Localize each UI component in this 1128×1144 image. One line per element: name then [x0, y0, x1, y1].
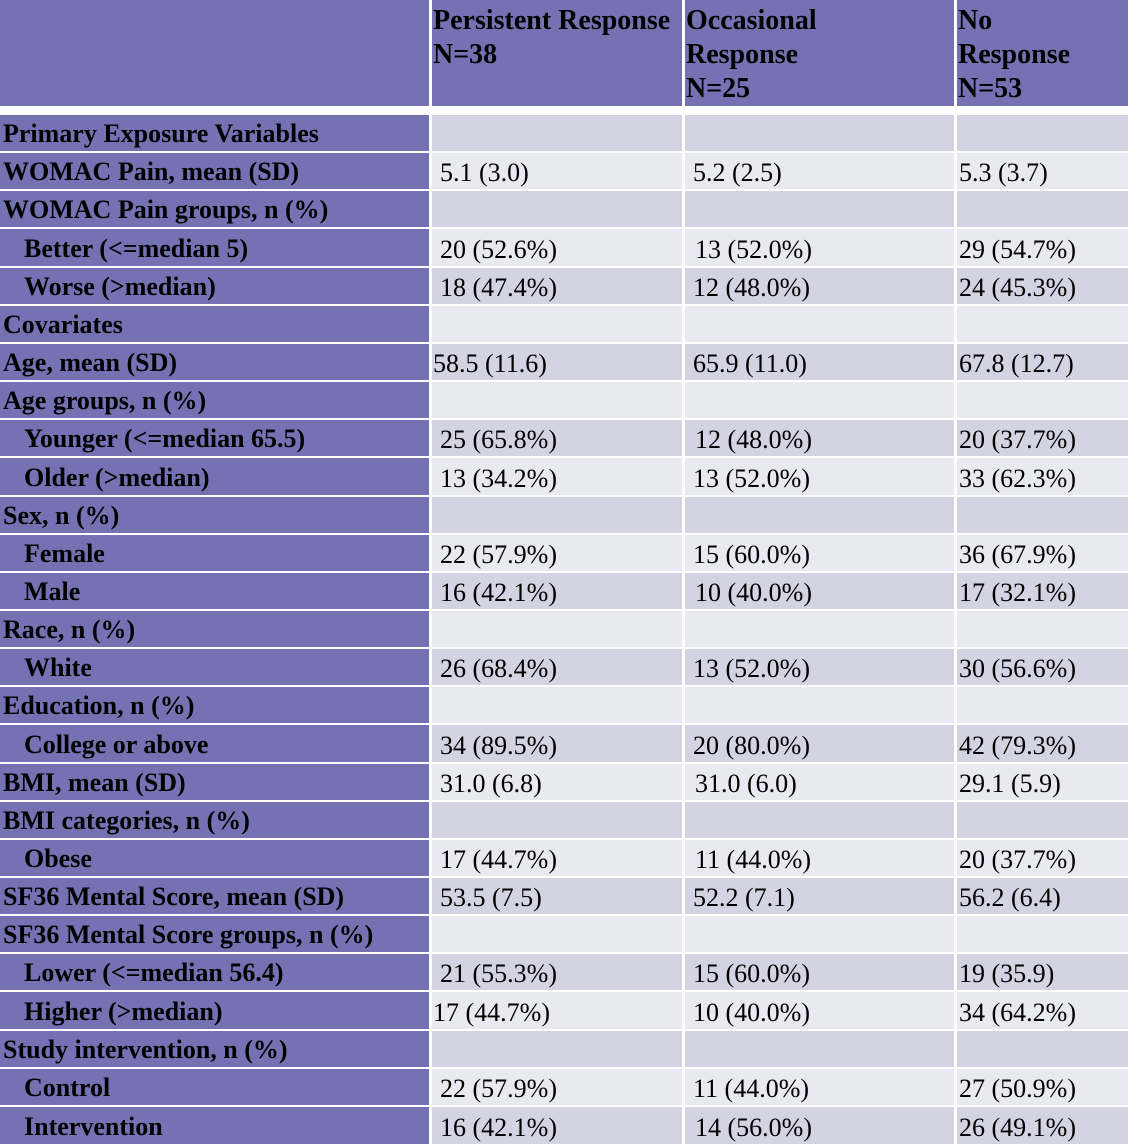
row-value-col-3: 5.3 (3.7) [957, 153, 1128, 189]
row-value-col-3: 29 (54.7%) [957, 229, 1128, 266]
row-value-col-1 [432, 497, 682, 533]
row-value-col-2: 52.2 (7.1) [685, 878, 954, 914]
row-value-col-1: 16 (42.1%) [432, 573, 682, 609]
row-value-col-2: 20 (80.0%) [685, 725, 954, 762]
header-column-3-line: No [958, 5, 993, 36]
row-value-col-2: 13 (52.0%) [685, 649, 954, 685]
row-label: Better (<=median 5) [0, 229, 429, 266]
row-value-col-3: 30 (56.6%) [957, 649, 1128, 685]
row-value-col-1 [432, 115, 682, 151]
header-column-3-line: Response [958, 39, 1071, 70]
row-value-col-3: 36 (67.9%) [957, 535, 1128, 571]
row-label: Age, mean (SD) [0, 344, 429, 380]
row-value-col-1: 5.1 (3.0) [432, 153, 682, 189]
row-value-col-3 [957, 191, 1128, 227]
row-value-col-3 [957, 687, 1128, 723]
row-value-col-3: 19 (35.9) [957, 954, 1128, 990]
row-value-col-2: 10 (40.0%) [685, 573, 954, 609]
header-column-2 [685, 0, 954, 106]
row-label: BMI, mean (SD) [0, 764, 429, 800]
row-value-col-3: 42 (79.3%) [957, 725, 1128, 762]
row-value-col-2: 11 (44.0%) [685, 840, 954, 876]
row-value-col-2 [685, 306, 954, 342]
row-value-col-2 [685, 611, 954, 647]
header-column-1-line: Persistent Response [433, 5, 671, 36]
row-value-col-1: 18 (47.4%) [432, 268, 682, 304]
row-value-col-1 [432, 191, 682, 227]
row-value-col-1: 20 (52.6%) [432, 229, 682, 266]
row-label: White [0, 649, 429, 685]
row-value-col-3: 24 (45.3%) [957, 268, 1128, 304]
row-value-col-2 [685, 382, 954, 418]
row-label: Control [0, 1069, 429, 1105]
row-label: Race, n (%) [0, 611, 429, 647]
row-label: WOMAC Pain, mean (SD) [0, 153, 429, 189]
row-label: BMI categories, n (%) [0, 802, 429, 838]
row-value-col-2: 31.0 (6.0) [685, 764, 954, 800]
row-value-col-3: 34 (64.2%) [957, 992, 1128, 1029]
row-value-col-3: 20 (37.7%) [957, 420, 1128, 456]
row-value-col-1: 22 (57.9%) [432, 1069, 682, 1105]
row-value-col-2: 10 (40.0%) [685, 992, 954, 1029]
row-label: Intervention [0, 1107, 429, 1144]
row-value-col-3 [957, 916, 1128, 952]
row-value-col-2 [685, 916, 954, 952]
row-value-col-3 [957, 802, 1128, 838]
row-value-col-1 [432, 611, 682, 647]
row-value-col-3 [957, 306, 1128, 342]
row-label: Primary Exposure Variables [0, 115, 429, 151]
header-column-3-line: N=53 [958, 73, 1023, 104]
row-label: College or above [0, 725, 429, 762]
row-value-col-2: 15 (60.0%) [685, 954, 954, 990]
row-label: Male [0, 573, 429, 609]
row-value-col-1 [432, 1031, 682, 1067]
row-value-col-3: 33 (62.3%) [957, 458, 1128, 495]
row-label: Female [0, 535, 429, 571]
row-value-col-1 [432, 306, 682, 342]
row-label: Older (>median) [0, 458, 429, 495]
row-value-col-2 [685, 1031, 954, 1067]
row-value-col-1: 17 (44.7%) [432, 992, 682, 1029]
row-value-col-3 [957, 611, 1128, 647]
row-label: Younger (<=median 65.5) [0, 420, 429, 456]
row-label: Study intervention, n (%) [0, 1031, 429, 1067]
row-value-col-1: 22 (57.9%) [432, 535, 682, 571]
row-label: Higher (>median) [0, 992, 429, 1029]
row-value-col-2: 12 (48.0%) [685, 268, 954, 304]
row-value-col-2: 13 (52.0%) [685, 229, 954, 266]
row-value-col-3: 17 (32.1%) [957, 573, 1128, 609]
row-label: Age groups, n (%) [0, 382, 429, 418]
row-value-col-2: 11 (44.0%) [685, 1069, 954, 1105]
row-value-col-1: 13 (34.2%) [432, 458, 682, 495]
row-value-col-2: 14 (56.0%) [685, 1107, 954, 1144]
row-value-col-1 [432, 382, 682, 418]
row-value-col-1: 26 (68.4%) [432, 649, 682, 685]
row-label: SF36 Mental Score, mean (SD) [0, 878, 429, 914]
row-value-col-3: 26 (49.1%) [957, 1107, 1128, 1144]
row-label: Obese [0, 840, 429, 876]
row-value-col-3 [957, 115, 1128, 151]
header-column-2-line: N=25 [686, 73, 751, 104]
row-value-col-3 [957, 382, 1128, 418]
row-value-col-1: 31.0 (6.8) [432, 764, 682, 800]
row-value-col-2: 15 (60.0%) [685, 535, 954, 571]
row-value-col-1: 34 (89.5%) [432, 725, 682, 762]
row-label: Education, n (%) [0, 687, 429, 723]
row-value-col-3: 20 (37.7%) [957, 840, 1128, 876]
row-value-col-2 [685, 802, 954, 838]
row-value-col-1: 21 (55.3%) [432, 954, 682, 990]
header-column-1 [432, 0, 682, 106]
row-label: Covariates [0, 306, 429, 342]
row-value-col-1: 17 (44.7%) [432, 840, 682, 876]
row-value-col-2 [685, 191, 954, 227]
header-column-3 [957, 0, 1128, 106]
row-value-col-2 [685, 115, 954, 151]
row-label: Sex, n (%) [0, 497, 429, 533]
row-value-col-1: 25 (65.8%) [432, 420, 682, 456]
row-label: WOMAC Pain groups, n (%) [0, 191, 429, 227]
row-value-col-2: 12 (48.0%) [685, 420, 954, 456]
row-value-col-3: 67.8 (12.7) [957, 344, 1128, 380]
row-value-col-3: 27 (50.9%) [957, 1069, 1128, 1105]
row-value-col-2 [685, 497, 954, 533]
header-column-1-line: N=38 [433, 39, 498, 70]
row-value-col-3 [957, 497, 1128, 533]
row-label: Lower (<=median 56.4) [0, 954, 429, 990]
row-label: SF36 Mental Score groups, n (%) [0, 916, 429, 952]
row-value-col-2: 13 (52.0%) [685, 458, 954, 495]
row-value-col-1: 58.5 (11.6) [432, 344, 682, 380]
row-value-col-3: 56.2 (6.4) [957, 878, 1128, 914]
header-column-2-line: Occasional [686, 5, 817, 36]
row-value-col-1 [432, 916, 682, 952]
row-value-col-1 [432, 802, 682, 838]
row-value-col-1 [432, 687, 682, 723]
row-value-col-1: 16 (42.1%) [432, 1107, 682, 1144]
row-label: Worse (>median) [0, 268, 429, 304]
row-value-col-1: 53.5 (7.5) [432, 878, 682, 914]
row-value-col-2: 65.9 (11.0) [685, 344, 954, 380]
row-value-col-3 [957, 1031, 1128, 1067]
row-value-col-2 [685, 687, 954, 723]
header-label-cell [0, 0, 429, 106]
row-value-col-3: 29.1 (5.9) [957, 764, 1128, 800]
row-value-col-2: 5.2 (2.5) [685, 153, 954, 189]
header-column-2-line: Response [686, 39, 799, 70]
